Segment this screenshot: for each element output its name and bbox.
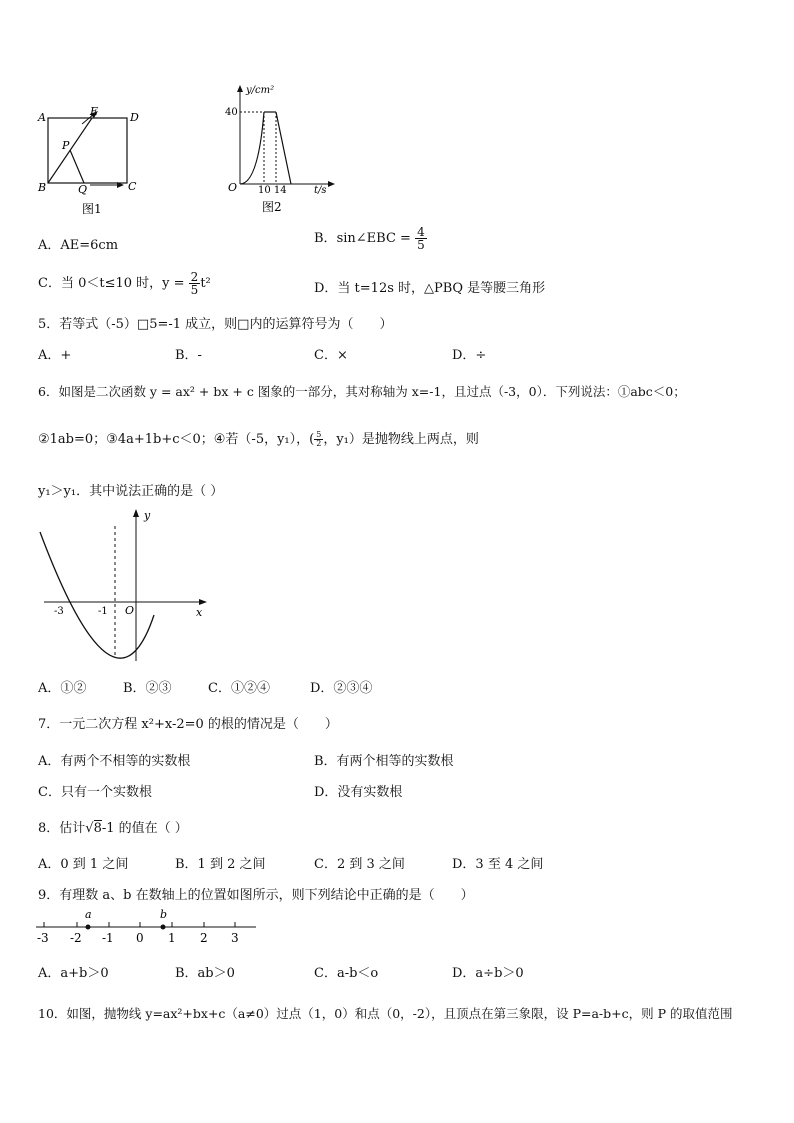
q7-option-c: C．只有一个实数根 [38, 785, 152, 800]
label-B: B [38, 181, 47, 194]
label-D: D [130, 111, 139, 124]
q6-option-d: D．②③④ [310, 681, 373, 696]
q5-option-a: A．+ [38, 348, 72, 363]
q6-graph-tick-neg1: -1 [98, 606, 108, 617]
q9-option-b: B．ab＞0 [175, 966, 235, 981]
q9-tick: -3 [37, 931, 49, 945]
q6-option-b: B．②③ [123, 681, 172, 696]
fig2-ylabel: y/cm² [246, 85, 275, 96]
label-E: E [90, 105, 99, 118]
fig2-xlabel: t/s [314, 185, 327, 196]
figure-1 [36, 104, 146, 220]
q9-option-a: A．a+b＞0 [38, 966, 109, 981]
q7-option-b: B．有两个相等的实数根 [314, 754, 454, 769]
fig2-ytick-40: 40 [225, 107, 238, 118]
q6-stem-line1: 6．如图是二次函数 y = ax² + bx + c 图象的一部分，其对称轴为 x=-1，且过点（-3，0）．下列说法：①abc＜0； [38, 384, 686, 399]
q6-option-c: C．①②④ [208, 681, 270, 696]
q9-point-a: a [85, 908, 92, 921]
q8-option-a: A．0 到 1 之间 [38, 857, 129, 872]
q6-stem-line2: ②1ab=0；③4a+1b+c＜0；④若（-5，y₁），( $\frac{5}{2}$ ，y₁）是抛物线上两点，则 [38, 430, 479, 448]
q8-option-b: B．1 到 2 之间 [175, 857, 266, 872]
q5-option-c: C．× [314, 348, 348, 363]
label-P: P [62, 139, 70, 152]
label-C: C [128, 180, 137, 193]
q9-tick: -2 [70, 931, 82, 945]
q4-option-b: B．sin∠EBC = $\frac{4}{5}$ [314, 225, 425, 252]
q5-stem: 5．若等式（-5）□5=-1 成立，则□内的运算符号为（ ） [38, 317, 393, 332]
q8-stem: 8．估计√8-1 的值在（ ） [38, 821, 188, 836]
q4-option-c: C．当 0＜t≤10 时，y = $\frac{2}{5}$ t² [38, 270, 211, 297]
q9-tick: 1 [168, 931, 176, 945]
q4-option-d: D．当 t=12s 时，△PBQ 是等腰三角形 [314, 281, 546, 296]
q7-option-d: D．没有实数根 [314, 785, 403, 800]
q9-tick: 2 [200, 931, 208, 945]
q9-tick: -1 [102, 931, 114, 945]
fig1-caption: 图1 [82, 202, 102, 216]
q5-option-d: D．÷ [452, 348, 487, 363]
q8-option-c: C．2 到 3 之间 [314, 857, 405, 872]
q9-option-c: C．a-b＜o [314, 966, 379, 981]
q9-tick: 0 [136, 931, 144, 945]
q6-graph-tick-neg3: -3 [54, 606, 64, 617]
q7-stem: 7．一元二次方程 x²+x-2=0 的根的情况是（ ） [38, 717, 338, 732]
q9-tick: 3 [231, 931, 239, 945]
q6-option-a: A．①② [38, 681, 87, 696]
q9-number-line [34, 906, 260, 948]
q9-option-d: D．a÷b＞0 [452, 966, 524, 981]
q6-stem-line3: y₁＞y₁．其中说法正确的是（ ） [38, 484, 224, 499]
q9-point-b: b [160, 908, 168, 921]
q7-option-a: A．有两个不相等的实数根 [38, 754, 191, 769]
q5-option-b: B．- [175, 348, 202, 363]
fig2-origin: O [228, 181, 238, 194]
q9-stem: 9．有理数 a、b 在数轴上的位置如图所示，则下列结论中正确的是（ ） [38, 888, 474, 903]
q4-option-a: A．AE=6cm [38, 238, 119, 253]
q6-graph-ylabel: y [144, 509, 151, 522]
label-Q: Q [78, 183, 88, 196]
q10-stem: 10．如图，抛物线 y=ax²+bx+c（a≠0）过点（1，0）和点（0，-2），且顶点在第三象限，设 P=a-b+c，则 P 的取值范围 [38, 1006, 733, 1021]
label-A: A [38, 111, 46, 124]
q6-graph-origin: O [125, 604, 135, 617]
figure-2 [222, 80, 342, 220]
q6-graph [36, 506, 216, 666]
fig2-caption: 图2 [262, 200, 282, 214]
q8-option-d: D．3 至 4 之间 [452, 857, 544, 872]
fig2-xticks: 10 14 [258, 185, 287, 196]
q6-graph-xlabel: x [196, 606, 203, 619]
